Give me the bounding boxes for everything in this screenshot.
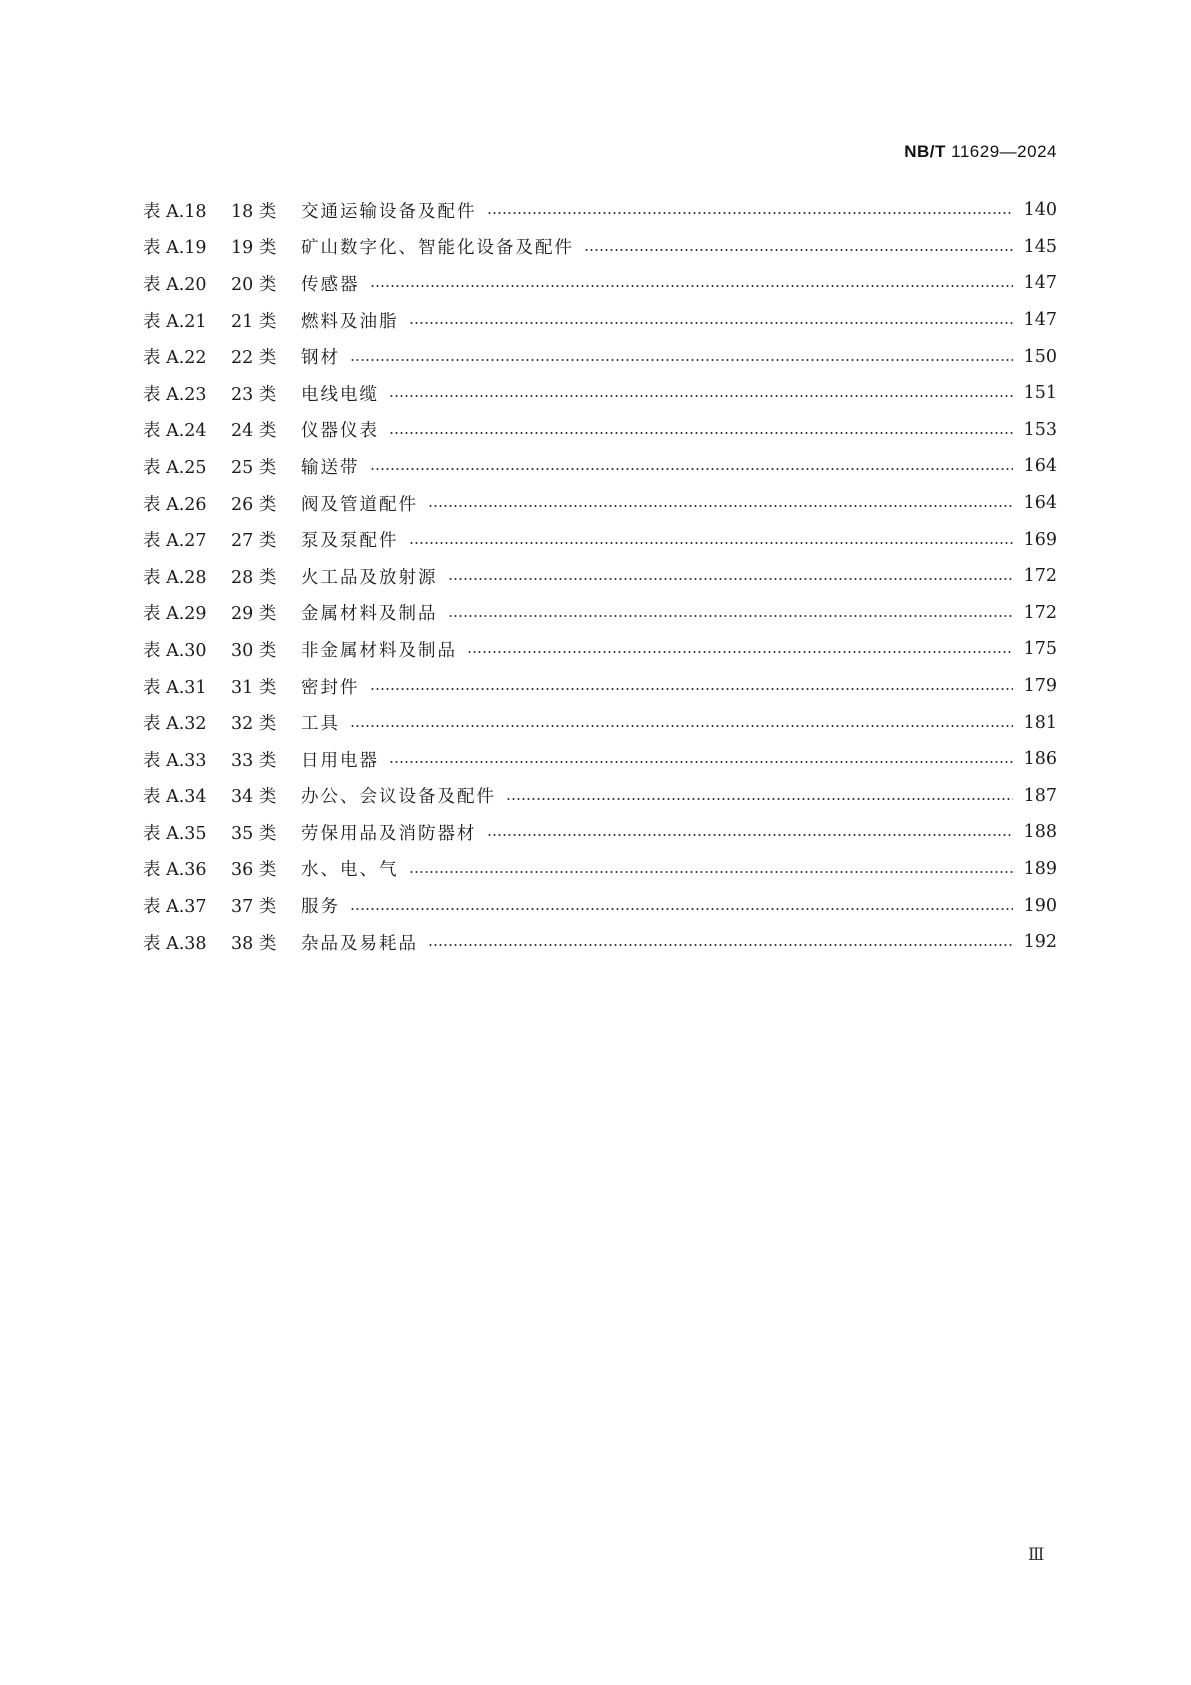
toc-title: 钢材: [301, 348, 340, 369]
toc-title: 阀及管道配件: [301, 494, 418, 515]
toc-entry-a19[interactable]: [143, 229, 1057, 266]
toc-category: 24 类: [231, 421, 277, 442]
toc-table-number: 表 A.33: [143, 750, 207, 771]
toc-table-number: 表 A.26: [143, 494, 207, 515]
toc-category: 34 类: [231, 787, 277, 808]
toc-title: 矿山数字化、智能化设备及配件: [301, 238, 574, 259]
toc-table-number: 表 A.24: [143, 421, 207, 442]
toc-entry-a33[interactable]: [143, 741, 1057, 778]
toc-entry-a31[interactable]: [143, 668, 1057, 705]
toc-page-number: 153: [1023, 419, 1057, 440]
toc-page-number: 192: [1023, 932, 1057, 953]
toc-entry-a32[interactable]: [143, 704, 1057, 741]
toc-table-number: 表 A.18: [143, 201, 207, 222]
toc-page-number: 169: [1023, 529, 1057, 550]
toc-title: 劳保用品及消防器材: [301, 823, 477, 844]
toc-dot-leader: [370, 688, 1014, 690]
toc-page-number: 189: [1023, 858, 1057, 879]
toc-category: 28 类: [231, 567, 277, 588]
toc-category: 36 类: [231, 860, 277, 881]
toc-title: 输送带: [301, 457, 360, 478]
toc-entry-a36[interactable]: [143, 851, 1057, 888]
toc-page-number: 188: [1023, 822, 1057, 843]
toc-dot-leader: [350, 908, 1013, 910]
toc-title: 工具: [301, 714, 340, 735]
toc-table-number: 表 A.30: [143, 640, 207, 661]
toc-category: 18 类: [231, 201, 277, 222]
toc-entry-a38[interactable]: [143, 924, 1057, 961]
toc-entry-a26[interactable]: [143, 485, 1057, 522]
toc-title: 水、电、气: [301, 860, 399, 881]
toc-title: 非金属材料及制品: [301, 640, 457, 661]
toc-table-number: 表 A.20: [143, 274, 207, 295]
toc-entry-a27[interactable]: [143, 521, 1057, 558]
toc-title: 金属材料及制品: [301, 604, 438, 625]
toc-title: 交通运输设备及配件: [301, 201, 477, 222]
toc-entry-a24[interactable]: [143, 412, 1057, 449]
toc-entry-a22[interactable]: [143, 338, 1057, 375]
toc-dot-leader: [370, 285, 1014, 287]
standard-number: 11629—2024: [951, 142, 1057, 161]
toc-title: 日用电器: [301, 750, 379, 771]
toc-entry-a20[interactable]: [143, 265, 1057, 302]
toc-category: 38 类: [231, 933, 277, 954]
toc-category: 26 类: [231, 494, 277, 515]
toc-entry-a37[interactable]: [143, 887, 1057, 924]
toc-table-number: 表 A.36: [143, 860, 207, 881]
toc-entry-a18[interactable]: [143, 192, 1057, 229]
table-of-contents: [143, 192, 1057, 960]
toc-page-number: 140: [1023, 200, 1057, 221]
toc-page-number: 186: [1023, 749, 1057, 770]
toc-dot-leader: [428, 944, 1013, 946]
toc-entry-a29[interactable]: [143, 595, 1057, 632]
toc-dot-leader: [389, 395, 1013, 397]
toc-category: 37 类: [231, 897, 277, 918]
toc-table-number: 表 A.27: [143, 531, 207, 552]
toc-dot-leader: [409, 542, 1014, 544]
toc-dot-leader: [409, 871, 1014, 873]
toc-table-number: 表 A.19: [143, 238, 207, 259]
toc-entry-a34[interactable]: [143, 778, 1057, 815]
toc-category: 30 类: [231, 640, 277, 661]
toc-entry-a21[interactable]: [143, 302, 1057, 339]
toc-title: 电线电缆: [301, 384, 379, 405]
toc-table-number: 表 A.28: [143, 567, 207, 588]
toc-category: 27 类: [231, 531, 277, 552]
toc-page-number: 172: [1023, 566, 1057, 587]
toc-dot-leader: [487, 834, 1014, 836]
toc-category: 33 类: [231, 750, 277, 771]
toc-dot-leader: [506, 798, 1013, 800]
toc-page-number: 179: [1023, 676, 1057, 697]
toc-dot-leader: [448, 578, 1014, 580]
toc-entry-a28[interactable]: [143, 558, 1057, 595]
toc-title: 办公、会议设备及配件: [301, 787, 496, 808]
toc-page-number: 187: [1023, 785, 1057, 806]
toc-dot-leader: [487, 212, 1014, 214]
toc-category: 23 类: [231, 384, 277, 405]
toc-category: 19 类: [231, 238, 277, 259]
toc-page-number: 145: [1023, 236, 1057, 257]
toc-table-number: 表 A.34: [143, 787, 207, 808]
toc-title: 燃料及油脂: [301, 311, 399, 332]
toc-dot-leader: [350, 725, 1013, 727]
toc-page-number: 151: [1023, 383, 1057, 404]
toc-category: 21 类: [231, 311, 277, 332]
toc-dot-leader: [389, 432, 1013, 434]
toc-dot-leader: [389, 761, 1013, 763]
toc-page-number: 172: [1023, 602, 1057, 623]
toc-table-number: 表 A.35: [143, 823, 207, 844]
toc-dot-leader: [584, 249, 1013, 251]
toc-dot-leader: [448, 615, 1014, 617]
toc-title: 仪器仪表: [301, 421, 379, 442]
toc-category: 35 类: [231, 823, 277, 844]
toc-table-number: 表 A.23: [143, 384, 207, 405]
toc-page-number: 164: [1023, 456, 1057, 477]
toc-dot-leader: [409, 322, 1014, 324]
page-number: Ⅲ: [1028, 1545, 1045, 1565]
toc-entry-a35[interactable]: [143, 814, 1057, 851]
toc-title: 传感器: [301, 274, 360, 295]
toc-table-number: 表 A.31: [143, 677, 207, 698]
toc-table-number: 表 A.25: [143, 457, 207, 478]
toc-dot-leader: [370, 468, 1014, 470]
toc-title: 火工品及放射源: [301, 567, 438, 588]
standard-prefix: NB/T: [904, 142, 946, 161]
toc-entry-a30[interactable]: [143, 631, 1057, 668]
toc-page-number: 150: [1023, 346, 1057, 367]
toc-page-number: 181: [1023, 712, 1057, 733]
toc-title: 密封件: [301, 677, 360, 698]
toc-entry-a25[interactable]: [143, 448, 1057, 485]
toc-table-number: 表 A.29: [143, 604, 207, 625]
toc-title: 泵及泵配件: [301, 531, 399, 552]
toc-dot-leader: [467, 651, 1013, 653]
toc-category: 25 类: [231, 457, 277, 478]
toc-category: 31 类: [231, 677, 277, 698]
toc-title: 杂品及易耗品: [301, 933, 418, 954]
toc-dot-leader: [350, 359, 1013, 361]
toc-table-number: 表 A.22: [143, 348, 207, 369]
toc-page-number: 147: [1023, 273, 1057, 294]
toc-table-number: 表 A.32: [143, 714, 207, 735]
toc-category: 29 类: [231, 604, 277, 625]
standard-code: [904, 142, 1057, 162]
toc-title: 服务: [301, 897, 340, 918]
toc-page-number: 175: [1023, 639, 1057, 660]
toc-page-number: 164: [1023, 493, 1057, 514]
toc-table-number: 表 A.37: [143, 897, 207, 918]
toc-category: 20 类: [231, 274, 277, 295]
toc-entry-a23[interactable]: [143, 375, 1057, 412]
toc-table-number: 表 A.21: [143, 311, 207, 332]
toc-table-number: 表 A.38: [143, 933, 207, 954]
toc-page-number: 190: [1023, 895, 1057, 916]
toc-category: 22 类: [231, 348, 277, 369]
toc-category: 32 类: [231, 714, 277, 735]
toc-page-number: 147: [1023, 310, 1057, 331]
toc-dot-leader: [428, 505, 1013, 507]
